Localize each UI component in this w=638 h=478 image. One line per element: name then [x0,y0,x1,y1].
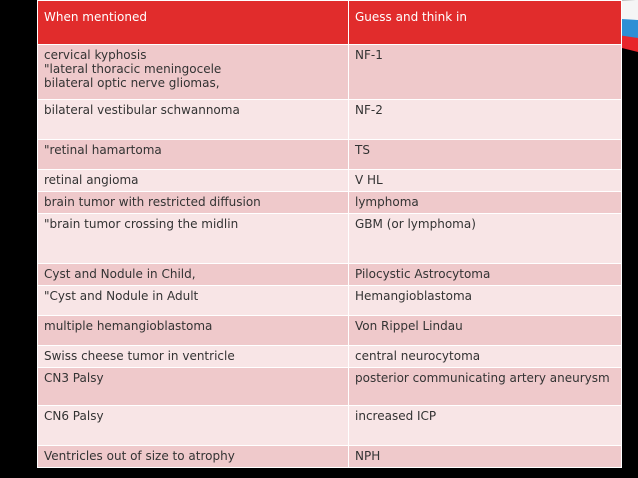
cell-mentioned: bilateral vestibular schwannoma [38,100,349,140]
cell-guess: lymphoma [349,192,622,214]
table-header-row [38,1,622,45]
table-row [38,214,622,264]
table-row [38,446,622,468]
cell-mentioned: CN3 Palsy [38,368,349,406]
table-row [38,45,622,100]
cell-mentioned: CN6 Palsy [38,406,349,446]
mention-guess-table [37,0,622,468]
cell-mentioned: retinal angioma [38,170,349,192]
cell-mentioned: brain tumor with restricted diffusion [38,192,349,214]
cell-mentioned: "brain tumor crossing the midlin [38,214,349,264]
cell-guess: GBM (or lymphoma) [349,214,622,264]
table-row [38,264,622,286]
cell-guess: Von Rippel Lindau [349,316,622,346]
header-guess-and-think-in: Guess and think in [349,1,622,45]
cell-mentioned: multiple hemangioblastoma [38,316,349,346]
table-row [38,286,622,316]
cell-guess: Pilocystic Astrocytoma [349,264,622,286]
header-when-mentioned: When mentioned [38,1,349,45]
cell-guess: NPH [349,446,622,468]
cell-mentioned: cervical kyphosis "lateral thoracic meningocele bilateral optic nerve gliomas, [38,45,349,100]
cell-guess: NF-1 [349,45,622,100]
table-row [38,346,622,368]
cell-guess: V HL [349,170,622,192]
cell-mentioned: Swiss cheese tumor in ventricle [38,346,349,368]
table-row [38,368,622,406]
cell-guess: central neurocytoma [349,346,622,368]
cell-guess: TS [349,140,622,170]
table-row [38,170,622,192]
table-row [38,100,622,140]
table-row [38,192,622,214]
cell-guess: NF-2 [349,100,622,140]
table-row [38,140,622,170]
cell-mentioned: "Cyst and Nodule in Adult [38,286,349,316]
cell-guess: Hemangioblastoma [349,286,622,316]
cell-guess: increased ICP [349,406,622,446]
table-row [38,406,622,446]
cell-mentioned: Ventricles out of size to atrophy [38,446,349,468]
cell-guess: posterior communicating artery aneurysm [349,368,622,406]
table-row [38,316,622,346]
cell-mentioned: "retinal hamartoma [38,140,349,170]
cell-mentioned: Cyst and Nodule in Child, [38,264,349,286]
